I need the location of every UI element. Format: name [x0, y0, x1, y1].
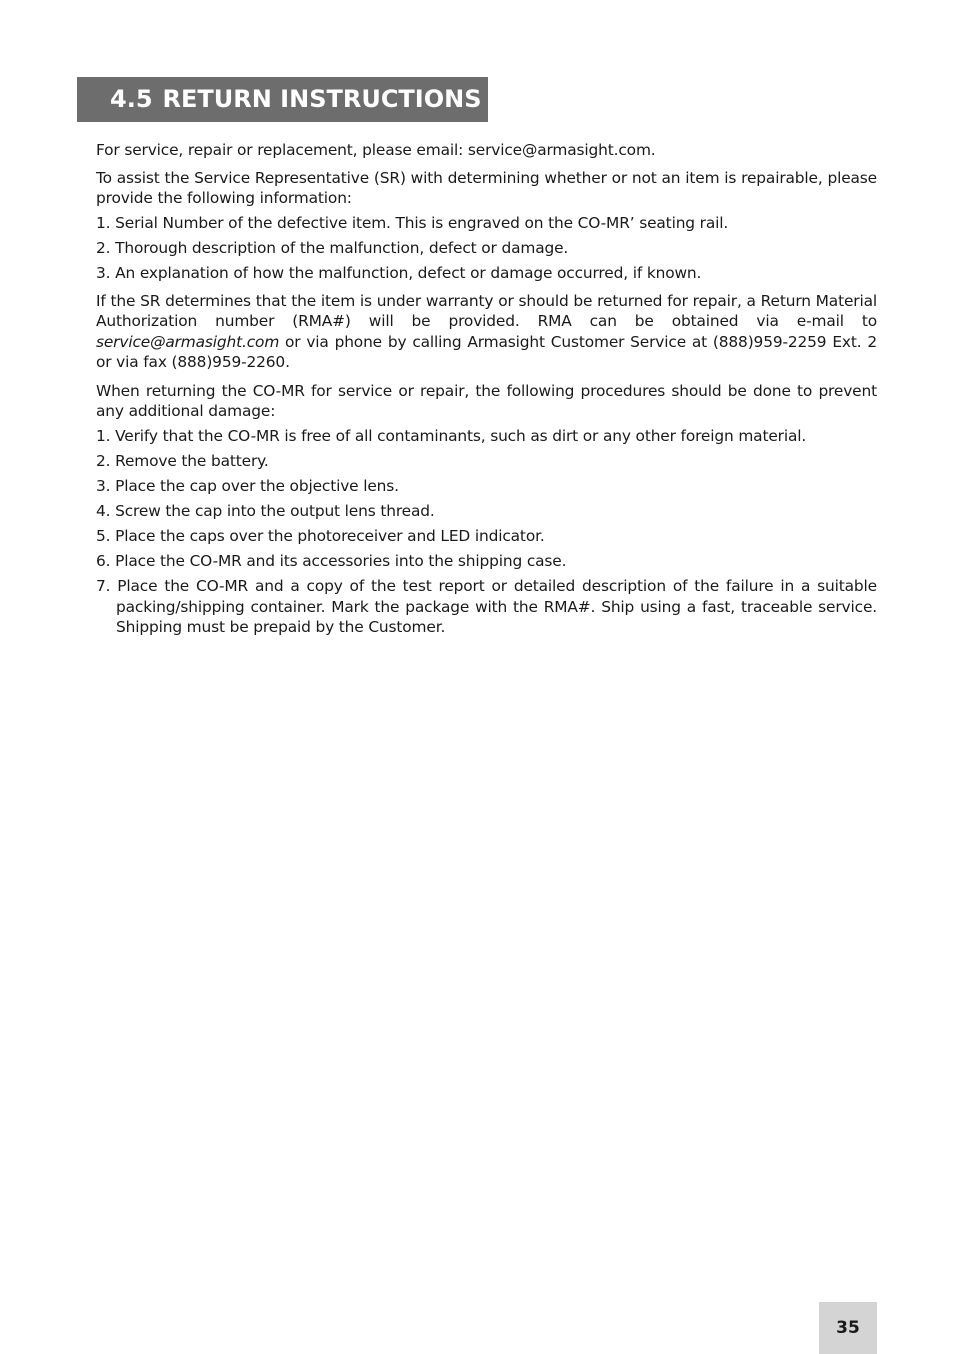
list-item: 6. Place the CO-MR and its accessories into the shipping case. [96, 552, 567, 570]
section-header [77, 77, 488, 122]
assist-paragraph: To assist the Service Representative (SR) with determining whether or not an item is repairable, please provide the following information: [96, 168, 877, 207]
procedure-list [96, 426, 877, 638]
list-item: 2. Remove the battery. [96, 452, 269, 470]
list-item: 3. An explanation of how the malfunction, defect or damage occurred, if known. [96, 264, 702, 282]
list-item: 1. Serial Number of the defective item. This is engraved on the CO-MR’ seating rail. [96, 214, 729, 232]
service-email: service@armasight.com [96, 332, 280, 351]
list-item: 2. Thorough description of the malfunction, defect or damage. [96, 239, 569, 257]
list-item: 1. Verify that the CO-MR is free of all contaminants, such as dirt or any other foreign material. [96, 427, 807, 445]
info-list [96, 213, 877, 284]
returning-paragraph: When returning the CO-MR for service or repair, the following procedures should be done to prevent any additional damage: [96, 381, 877, 420]
document-body [96, 140, 877, 642]
warranty-text-before: If the SR determines that the item is under warranty or should be returned for repair, a Return Material Authorization number (RMA#) will be provided. RMA can be obtained via e-mail to [96, 291, 877, 330]
list-item: 5. Place the caps over the photoreceiver and LED indicator. [96, 527, 545, 545]
list-item: 7. Place the CO-MR and a copy of the test report or detailed description of the failure in a suitable packing/shipping container. Mark the package with the RMA#. Ship using a fast, traceable service. Shipping must be prepaid by the Customer. [96, 577, 877, 636]
section-title: RETURN INSTRUCTIONS [162, 85, 482, 113]
list-item: 3. Place the cap over the objective lens. [96, 477, 399, 495]
section-number: 4.5 [110, 85, 153, 113]
list-item: 4. Screw the cap into the output lens thread. [96, 502, 435, 520]
intro-paragraph: For service, repair or replacement, please email: service@armasight.com. [96, 141, 656, 159]
warranty-paragraph [96, 291, 877, 373]
page-number: 35 [819, 1302, 877, 1354]
warranty-text-after: or via phone by calling Armasight Customer Service at (888)959-2259 Ext. 2 or via fax (888)959-2260. [96, 332, 877, 371]
